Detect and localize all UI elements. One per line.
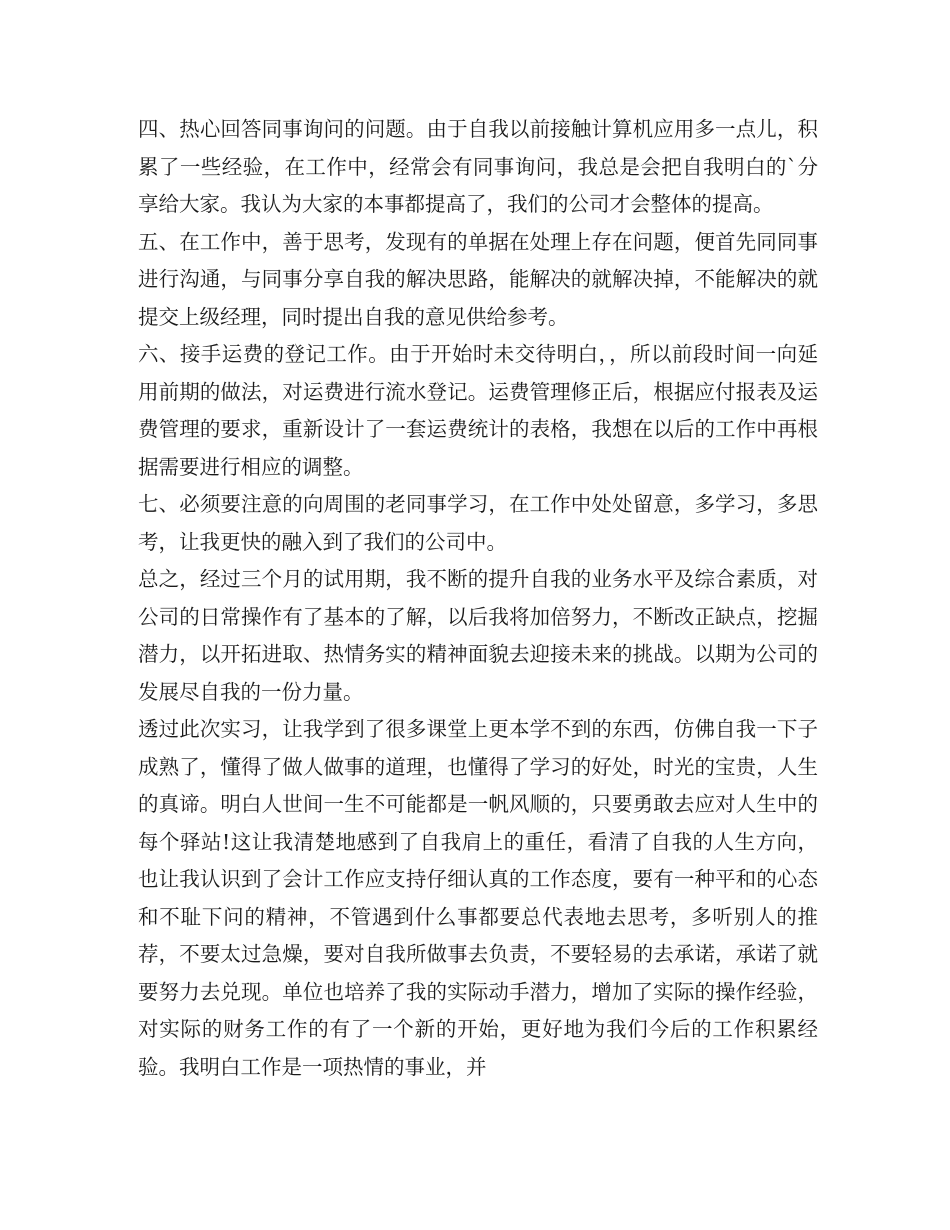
paragraph-6: 六、接手运费的登记工作。由于开始时未交待明白，，所以前段时间一向延用前期的做法，对运费进行流水登记。运费管理修正后，根据应付报表及运费管理的要求，重新设计了一套运费统计的表格，我想在以后的工作中再根据需要进行相应的调整。 [138, 342, 818, 479]
paragraph-internship: 透过此次实习，让我学到了很多课堂上更本学不到的东西，仿佛自我一下子成熟了，懂得了做人做事的道理，也懂得了学习的好处，时光的宝贵，人生的真谛。明白人世间一生不可能都是一帆风顺的，只要勇敢去应对人生中的每个驿站!这让我清楚地感到了自我肩上的重任，看清了自我的人生方向，也让我认识到了会计工作应支持仔细认真的工作态度，要有一种平和的心态和不耻下问的精神，不管遇到什么事都要总代表地去思考，多听别人的推荐，不要太过急燥，要对自我所做事去负责，不要轻易的去承诺，承诺了就要努力去兑现。单位也培养了我的实际动手潜力，增加了实际的操作经验，对实际的财务工作的有了一个新的开始，更好地为我们今后的工作积累经验。我明白工作是一项热情的事业，并 [138, 717, 818, 1079]
paragraph-summary: 总之，经过三个月的试用期，我不断的提升自我的业务水平及综合素质，对公司的日常操作有了基本的了解，以后我将加倍努力，不断改正缺点，挖掘潜力，以开拓进取、热情务实的精神面貌去迎接未来的挑战。以期为公司的发展尽自我的一份力量。 [138, 567, 818, 704]
paragraph-4: 四、热心回答同事询问的问题。由于自我以前接触计算机应用多一点儿，积累了一些经验，在工作中，经常会有同事询问，我总是会把自我明白的`分享给大家。我认为大家的本事都提高了，我们的公司才会整体的提高。 [138, 117, 818, 216]
paragraph-5: 五、在工作中，善于思考，发现有的单据在处理上存在问题，便首先同同事进行沟通，与同事分享自我的解决思路，能解决的就解决掉，不能解决的就提交上级经理，同时提出自我的意见供给参考。 [138, 229, 818, 329]
document-body [138, 111, 818, 1086]
paragraph-7: 七、必须要注意的向周围的老同事学习，在工作中处处留意，多学习，多思考，让我更快的融入到了我们的公司中。 [138, 492, 818, 554]
